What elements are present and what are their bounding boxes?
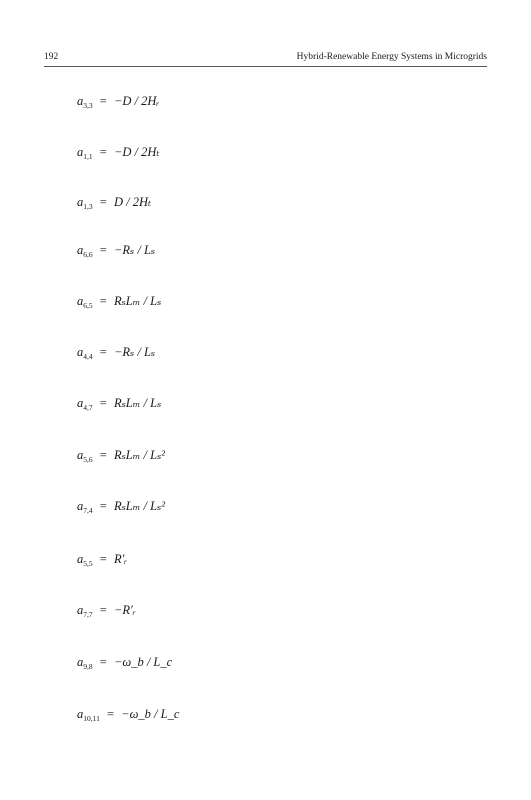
eq-variable: a: [77, 243, 84, 257]
equation-a-10-11: [77, 708, 179, 723]
eq-rhs: −R′ᵣ: [113, 603, 136, 617]
eq-variable: a: [77, 552, 84, 566]
equation-a-4-4: [77, 346, 155, 361]
eq-rhs: RₛLₘ / Lₛ²: [113, 499, 166, 513]
equation-a-7-4: [77, 500, 165, 515]
eq-variable: a: [77, 396, 84, 410]
eq-subscript: 6,6: [83, 250, 93, 259]
eq-rhs: RₛLₘ / Lₛ: [113, 294, 162, 308]
equation-a-5-5: [77, 553, 127, 568]
eq-rhs: −ω_b / L_c: [113, 655, 173, 669]
eq-rhs: −Rₛ / Lₛ: [113, 243, 156, 257]
eq-sign: =: [99, 499, 107, 513]
eq-rhs: −D / 2Hᵣ: [113, 94, 160, 108]
eq-sign: =: [106, 707, 115, 721]
equation-a-5-6: [77, 449, 165, 464]
eq-sign: =: [99, 195, 107, 209]
eq-sign: =: [99, 603, 107, 617]
eq-sign: =: [99, 396, 107, 410]
eq-subscript: 4,7: [83, 403, 93, 412]
eq-rhs: D / 2Hₜ: [113, 195, 152, 209]
equation-a-6-5: [77, 295, 161, 310]
eq-sign: =: [99, 145, 107, 159]
eq-sign: =: [99, 552, 107, 566]
eq-rhs: −Rₛ / Lₛ: [113, 345, 156, 359]
eq-rhs: RₛLₘ / Lₛ²: [113, 448, 166, 462]
eq-subscript: 7,4: [83, 506, 93, 515]
eq-rhs: RₛLₘ / Lₛ: [113, 396, 162, 410]
eq-sign: =: [99, 243, 107, 257]
eq-subscript: 10,11: [83, 714, 100, 723]
eq-variable: a: [77, 499, 84, 513]
eq-variable: a: [77, 195, 84, 209]
eq-variable: a: [77, 448, 84, 462]
eq-sign: =: [99, 294, 107, 308]
eq-subscript: 5,5: [83, 559, 93, 568]
equation-a-1-3: [77, 196, 151, 211]
equation-a-1-1: [77, 146, 159, 161]
eq-sign: =: [99, 655, 107, 669]
eq-subscript: 3,3: [83, 101, 93, 110]
eq-rhs: R′ᵣ: [113, 552, 128, 566]
eq-variable: a: [77, 655, 84, 669]
eq-sign: =: [99, 345, 107, 359]
eq-variable: a: [77, 294, 84, 308]
eq-subscript: 1,1: [83, 152, 93, 161]
eq-variable: a: [77, 603, 84, 617]
eq-subscript: 6,5: [83, 301, 93, 310]
eq-subscript: 1,3: [83, 202, 93, 211]
equation-a-6-6: [77, 244, 155, 259]
eq-subscript: 4,4: [83, 352, 93, 361]
equation-a-7-7: [77, 604, 136, 619]
page-header: [44, 52, 487, 67]
page-number: 192: [44, 52, 59, 62]
eq-subscript: 7,7: [83, 610, 93, 619]
eq-sign: =: [99, 94, 107, 108]
eq-variable: a: [77, 345, 84, 359]
equation-a-3-3: [77, 95, 159, 110]
equation-a-4-7: [77, 397, 161, 412]
eq-rhs: −ω_b / L_c: [121, 707, 180, 721]
eq-variable: a: [77, 145, 84, 159]
eq-variable: a: [77, 94, 84, 108]
running-title: Hybrid-Renewable Energy Systems in Microgrids: [296, 52, 487, 62]
eq-subscript: 9,8: [83, 662, 93, 671]
equation-a-9-8: [77, 656, 172, 671]
eq-variable: a: [77, 707, 84, 721]
eq-sign: =: [99, 448, 107, 462]
eq-subscript: 5,6: [83, 455, 93, 464]
eq-rhs: −D / 2Hₜ: [113, 145, 160, 159]
